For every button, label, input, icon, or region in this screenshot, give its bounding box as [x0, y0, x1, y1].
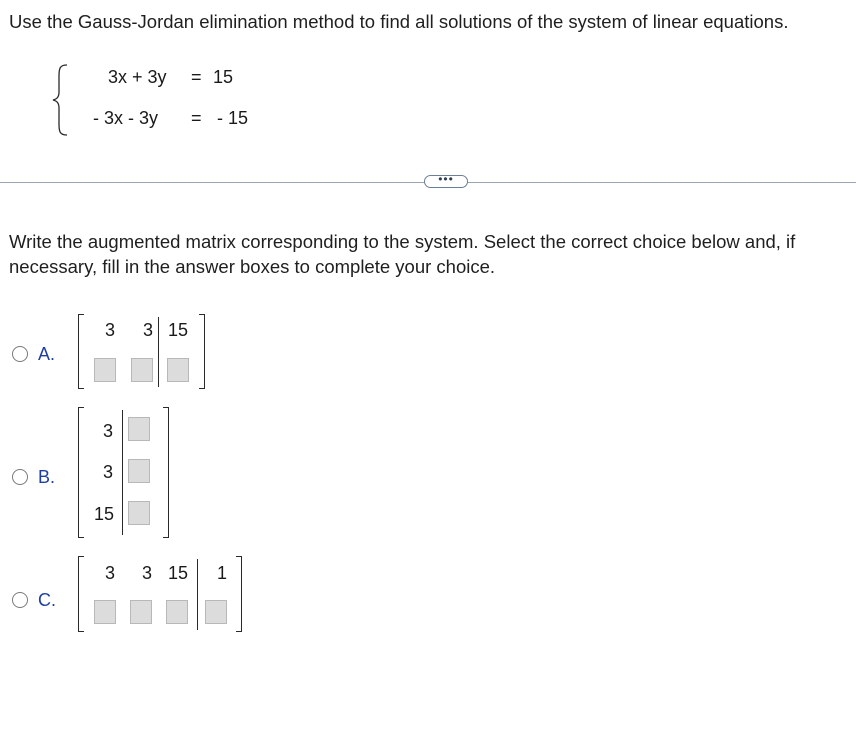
choice-c-label: C. [38, 590, 56, 610]
choice-b-answer-box-r2c2[interactable] [128, 459, 150, 483]
choice-c-answer-box-r2c2[interactable] [130, 600, 152, 624]
choice-c-left-bracket [78, 556, 84, 632]
choice-a-cell-r1c2: 3 [143, 320, 154, 340]
choice-c-cell-r1c2: 3 [142, 563, 153, 583]
choice-a-cell-r1c1: 3 [105, 320, 116, 340]
choice-a-answer-box-r2c3[interactable] [167, 358, 189, 382]
choice-a-answer-box-r2c1[interactable] [94, 358, 116, 382]
equation-1-equals: = [191, 67, 202, 87]
choice-a-answer-box-r2c2[interactable] [131, 358, 153, 382]
choice-c-answer-box-r2c3[interactable] [166, 600, 188, 624]
choice-a-label: A. [38, 344, 56, 364]
choice-c[interactable] [0, 553, 260, 633]
choice-a[interactable] [0, 310, 230, 390]
instruction-text: Write the augmented matrix corresponding to the system. Select the correct choice below and, if necessary, fill in the answer boxes to complete your choice. [9, 231, 796, 277]
choice-a-radio[interactable] [12, 346, 28, 362]
choice-c-answer-box-r2c1[interactable] [94, 600, 116, 624]
equation-2-right: - 15 [217, 108, 249, 128]
choice-c-cell-r1c1: 3 [105, 563, 116, 583]
choice-b-right-bracket [163, 407, 169, 538]
choice-a-augment-bar [158, 317, 159, 387]
more-options-button[interactable]: ••• [424, 175, 468, 188]
equation-row-2 [0, 108, 300, 130]
choice-b-answer-box-r3c2[interactable] [128, 501, 150, 525]
equation-1-left: 3x + 3y [108, 67, 167, 87]
choice-b-left-bracket [78, 407, 84, 538]
choice-b-cell-r1c1: 3 [103, 421, 114, 441]
choice-a-left-bracket [78, 314, 84, 389]
choice-b-answer-box-r1c2[interactable] [128, 417, 150, 441]
choice-c-answer-box-r2c4[interactable] [205, 600, 227, 624]
choice-c-right-bracket [236, 556, 242, 632]
choice-a-cell-r1c3: 15 [168, 320, 189, 340]
choice-b-cell-r3c1: 15 [94, 504, 115, 524]
equation-2-equals: = [191, 108, 202, 128]
choice-b-label: B. [38, 467, 56, 487]
choice-b-cell-r2c1: 3 [103, 462, 114, 482]
choice-a-right-bracket [199, 314, 205, 389]
choice-b-augment-bar [122, 410, 123, 535]
question-text: Use the Gauss-Jordan elimination method to find all solutions of the system of linear equations. [9, 11, 789, 32]
choice-c-augment-bar [197, 559, 198, 630]
choice-c-radio[interactable] [12, 592, 28, 608]
equation-row-1 [0, 67, 300, 89]
equation-1-right: 15 [213, 67, 234, 87]
equation-2-left: - 3x - 3y [93, 108, 159, 128]
choice-c-cell-r1c4: 1 [217, 563, 228, 583]
choice-b-radio[interactable] [12, 469, 28, 485]
choice-c-cell-r1c3: 15 [168, 563, 189, 583]
choice-b[interactable] [0, 405, 230, 540]
